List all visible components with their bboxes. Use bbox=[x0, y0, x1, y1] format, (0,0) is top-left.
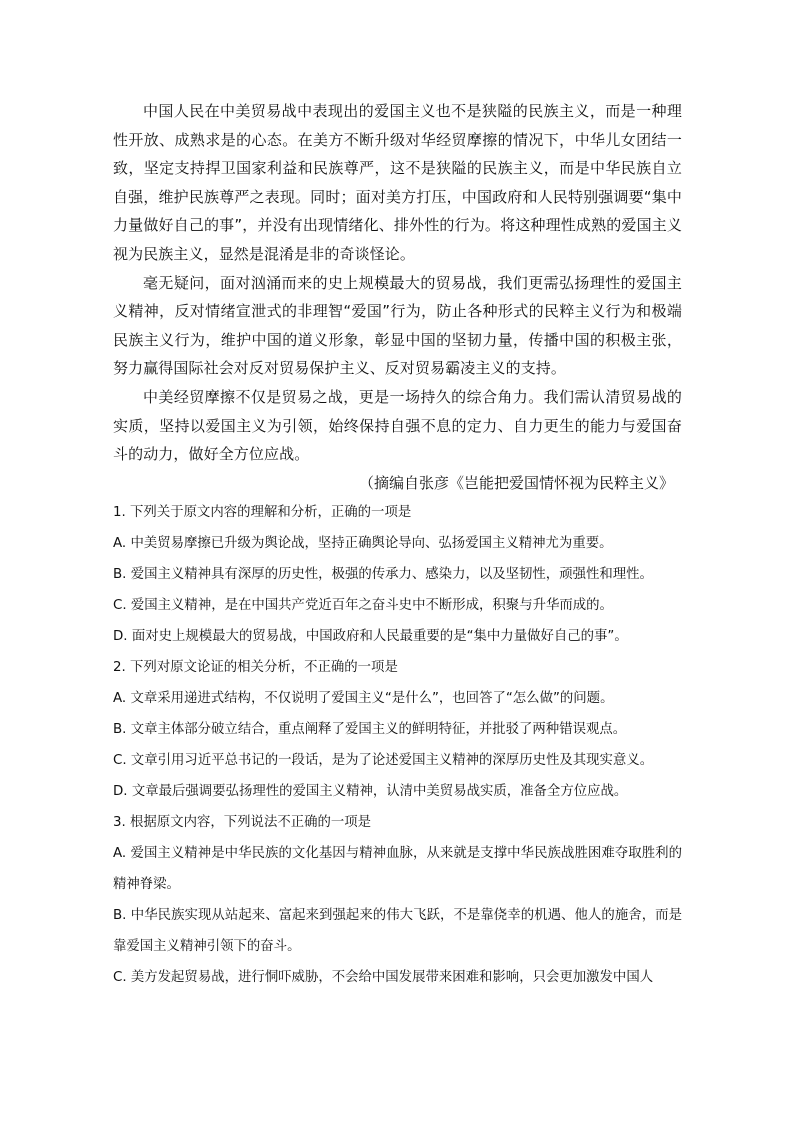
question-3-option-b: B. 中华民族实现从站起来、富起来到强起来的伟大飞跃，不是靠侥幸的机遇、他人的施舍，而是靠爱国主义精神引领下的奋斗。 bbox=[113, 908, 682, 955]
question-1-option-a: A. 中美贸易摩擦已升级为舆论战，坚持正确舆论导向、弘扬爱国主义精神尤为重要。 bbox=[113, 536, 613, 552]
passage-paragraph-1: 中国人民在中美贸易战中表现出的爱国主义也不是狭隘的民族主义，而是一种理性开放、成熟求是的心态。在美方不断升级对华经贸摩擦的情况下，中华儿女团结一致，坚定支持捍卫国家利益和民族尊严，这不是狭隘的民族主义，而是中华民族自立自强，维护民族尊严之表现。同时；面对美方打压，中国政府和人民特别强调要“集中力量做好自己的事”，并没有出现情绪化、排外性的行为。将这种理性成熟的爱国主义视为民族主义，显然是混淆是非的奇谈怪论。 bbox=[113, 102, 682, 263]
question-2-option-d: D. 文章最后强调要弘扬理性的爱国主义精神，认清中美贸易战实质，准备全方位应战。 bbox=[113, 784, 628, 800]
question-1-option-c: C. 爱国主义精神，是在中国共产党近百年之奋斗史中不断形成，积聚与升华而成的。 bbox=[113, 598, 613, 614]
question-3-option-a: A. 爱国主义精神是中华民族的文化基因与精神血脉，从来就是支撑中华民族战胜困难夺取胜利的精神脊梁。 bbox=[113, 846, 682, 893]
question-2-option-a: A. 文章采用递进式结构，不仅说明了爱国主义“是什么”，也回答了“怎么做”的问题。 bbox=[113, 691, 614, 707]
question-1-option-b: B. 爱国主义精神具有深厚的历史性，极强的传承力、感染力，以及坚韧性，顽强性和理性。 bbox=[113, 567, 653, 583]
question-list bbox=[113, 497, 682, 993]
question-1-stem: 1. 下列关于原文内容的理解和分析，正确的一项是 bbox=[113, 505, 412, 521]
passage-paragraph-2: 毫无疑问，面对汹涌而来的史上规模最大的贸易战，我们更需弘扬理性的爱国主义精神，反对情绪宣泄式的非理智“爱国”行为，防止各种形式的民粹主义行为和极端民族主义行为，维护中国的道义形象，彰显中国的坚韧力量，传播中国的积极主张，努力赢得国际社会对反对贸易保护主义、反对贸易霸凌主义的支持。 bbox=[113, 273, 682, 378]
passage-paragraph-3: 中美经贸摩擦不仅是贸易之战，更是一场持久的综合角力。我们需认清贸易战的实质，坚持以爱国主义为引领，始终保持自强不息的定力、自力更生的能力与爱国奋斗的动力，做好全方位应战。 bbox=[113, 387, 682, 464]
reading-passage bbox=[113, 97, 682, 497]
question-2-option-b: B. 文章主体部分破立结合，重点阐释了爱国主义的鲜明特征，并批驳了两种错误观点。 bbox=[113, 722, 627, 738]
question-1 bbox=[113, 497, 682, 652]
question-1-option-d: D. 面对史上规模最大的贸易战，中国政府和人民最重要的是“集中力量做好自己的事”。 bbox=[113, 629, 628, 645]
question-3 bbox=[113, 807, 682, 993]
question-2-stem: 2. 下列对原文论证的相关分析，不正确的一项是 bbox=[113, 660, 398, 676]
question-2-option-c: C. 文章引用习近平总书记的一段话，是为了论述爱国主义精神的深厚历史性及其现实意义。 bbox=[113, 753, 654, 769]
document-page bbox=[113, 97, 682, 993]
question-3-option-c: C. 美方发起贸易战，进行恫吓威胁，不会给中国发展带来困难和影响，只会更加激发中国人 bbox=[113, 970, 654, 986]
question-2 bbox=[113, 652, 682, 807]
question-3-stem: 3. 根据原文内容，下列说法不正确的一项是 bbox=[113, 815, 372, 831]
passage-source-citation: （摘编自张彦《岂能把爱国情怀视为民粹主义》 bbox=[358, 473, 674, 492]
